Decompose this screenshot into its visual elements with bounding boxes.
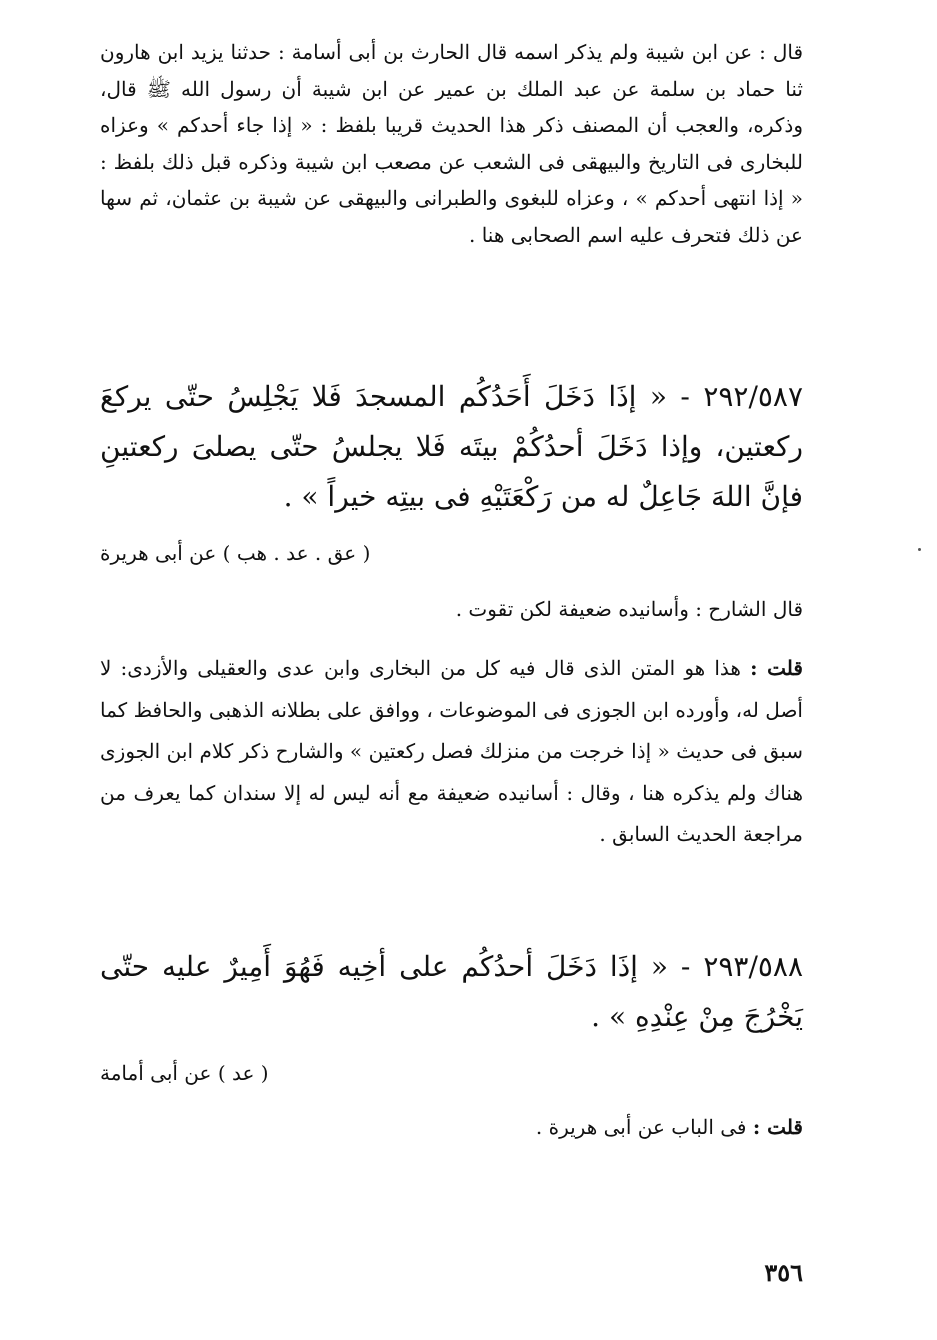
sharih-comment: قال الشارح : وأسانيده ضعيفة لكن تقوت . bbox=[455, 597, 803, 621]
hadith-588-note bbox=[100, 1112, 803, 1142]
page-number: ٣٥٦ bbox=[764, 1258, 803, 1287]
qultu-lead: قلت : bbox=[750, 656, 803, 680]
note-text: فى الباب عن أبى هريرة . bbox=[535, 1115, 753, 1139]
qultu-text: هذا هو المتن الذى قال فيه كل من البخارى وابن عدى والعقيلى والأزدى: لا أصل له، وأورده ابن الجوزى فى الموضوعات ، ووافق على بطلانه الذهبى والحافظ كما سبق فى حديث « إذا خرجت من منزلك فصل ركعتين » والشارح ذكر كلام ابن الجوزى هناك ولم يذكره هنا ، وقال : أسانيده ضعيفة مع أنه ليس له إلا سندان كما يعرف من مراجعة الحديث السابق . bbox=[100, 656, 803, 846]
qultu-paragraph bbox=[100, 648, 803, 856]
hadith-588-source: ( عد ) عن أبى أمامة bbox=[100, 1061, 269, 1085]
intro-paragraph: قال : عن ابن شيبة ولم يذكر اسمه قال الحارث بن أبى أسامة : حدثنا يزيد ابن هارون ثنا حماد بن سلمة عن عبد الملك بن عمير عن ابن شيبة أن رسول الله ﷺ قال، وذكره، والعجب أن المصنف ذكر هذا الحديث قريبا بلفظ : « إذا جاء أحدكم » وعزاه للبخارى فى التاريخ والبيهقى فى الشعب عن مصعب ابن شيبة وذكره قبل ذلك بلفظ : « إذا انتهى أحدكم » ، وعزاه للبغوى والطبرانى والبيهقى عن شيبة بن عثمان، ثم سها عن ذلك فتحرف عليه اسم الصحابى هنا . bbox=[100, 40, 803, 247]
note-lead: قلت : bbox=[752, 1115, 803, 1139]
scan-dot bbox=[918, 548, 921, 551]
hadith-587-source: ( عق . عد . هب ) عن أبى هريرة bbox=[100, 541, 371, 565]
hadith-588-text: ٢٩٣/٥٨٨ - « إذَا دَخَلَ أحدُكُم على أخِيه فَهُوَ أَمِيرٌ عليه حتّى يَخْرُجَ مِنْ عِنْدِهِ » . bbox=[100, 950, 803, 1033]
hadith-587-text: ٢٩٢/٥٨٧ - « إذَا دَخَلَ أَحَدُكُم المسجدَ فَلا يَجْلِسُ حتّى يركعَ ركعتين، وإذا دَخَلَ أحدُكُمْ بيتَه فَلا يجلسُ حتّى يصلىَ ركعتينِ فإنَّ اللهَ جَاعِلٌ له من رَكْعَتَيْهِ فى بيتِه خيراً » . bbox=[100, 380, 803, 513]
